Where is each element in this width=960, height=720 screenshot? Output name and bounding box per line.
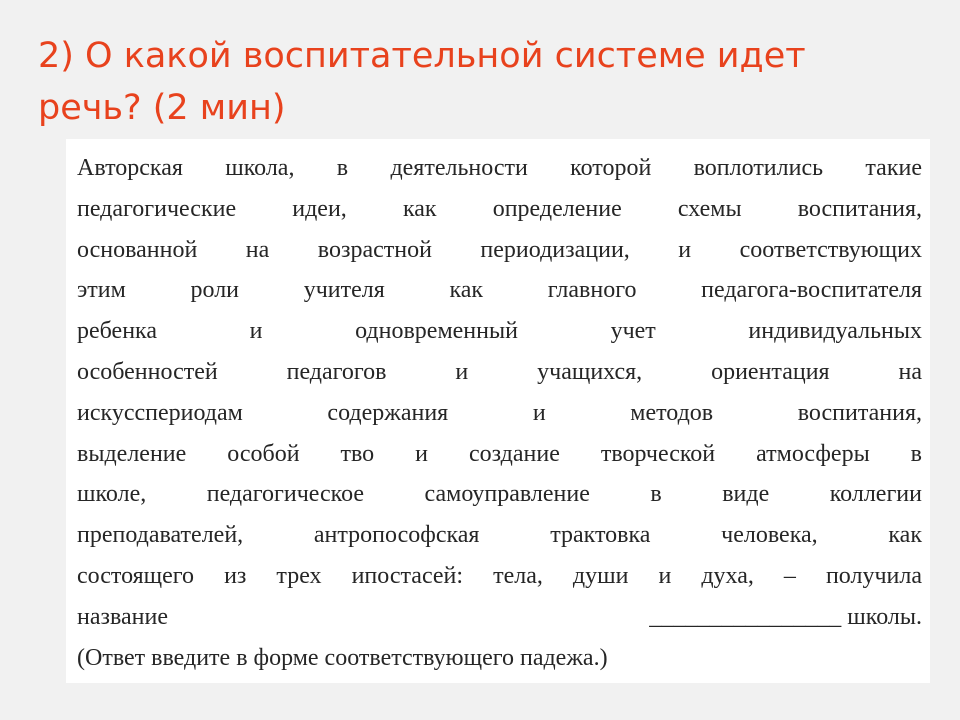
- answer-blank-line: [77, 597, 922, 638]
- paragraph-line: основанной на возрастной периодизации, и соответствующих: [77, 236, 922, 263]
- paragraph-line: школе, педагогическое самоуправление в виде коллегии: [77, 481, 922, 508]
- paragraph-line: особенностей педагогов и учащихся, ориентация на: [77, 358, 922, 385]
- answer-blank: ________________ школы.: [649, 603, 922, 630]
- paragraph-line: состоящего из трех ипостасей: тела, души и духа, – получила: [77, 562, 922, 589]
- paragraph-line: искусспериодам содержания и методов воспитания,: [77, 399, 922, 426]
- paragraph-line: этим роли учителя как главного педагога-воспитателя: [77, 277, 922, 304]
- slide-title-line-1: 2) О какой воспитательной системе идет: [38, 36, 806, 76]
- slide-title: [38, 30, 918, 134]
- slide-title-line-2: речь? (2 мин): [38, 88, 286, 128]
- paragraph-line: Авторская школа, в деятельности которой воплотились такие: [77, 155, 922, 181]
- paragraph-line: преподавателей, антропософская трактовка человека, как: [77, 522, 922, 549]
- paragraph-line: выделение особой тво и создание творческой атмосферы в: [77, 440, 922, 467]
- question-text-box: [66, 139, 930, 683]
- paragraph-line: ребенка и одновременный учет индивидуальных: [77, 318, 922, 345]
- answer-instruction: (Ответ введите в форме соответствующего падежа.): [77, 644, 608, 671]
- paragraph-line: педагогические идеи, как определение схемы воспитания,: [77, 195, 922, 222]
- answer-lead-text: название: [77, 603, 168, 630]
- question-paragraph: [77, 148, 922, 678]
